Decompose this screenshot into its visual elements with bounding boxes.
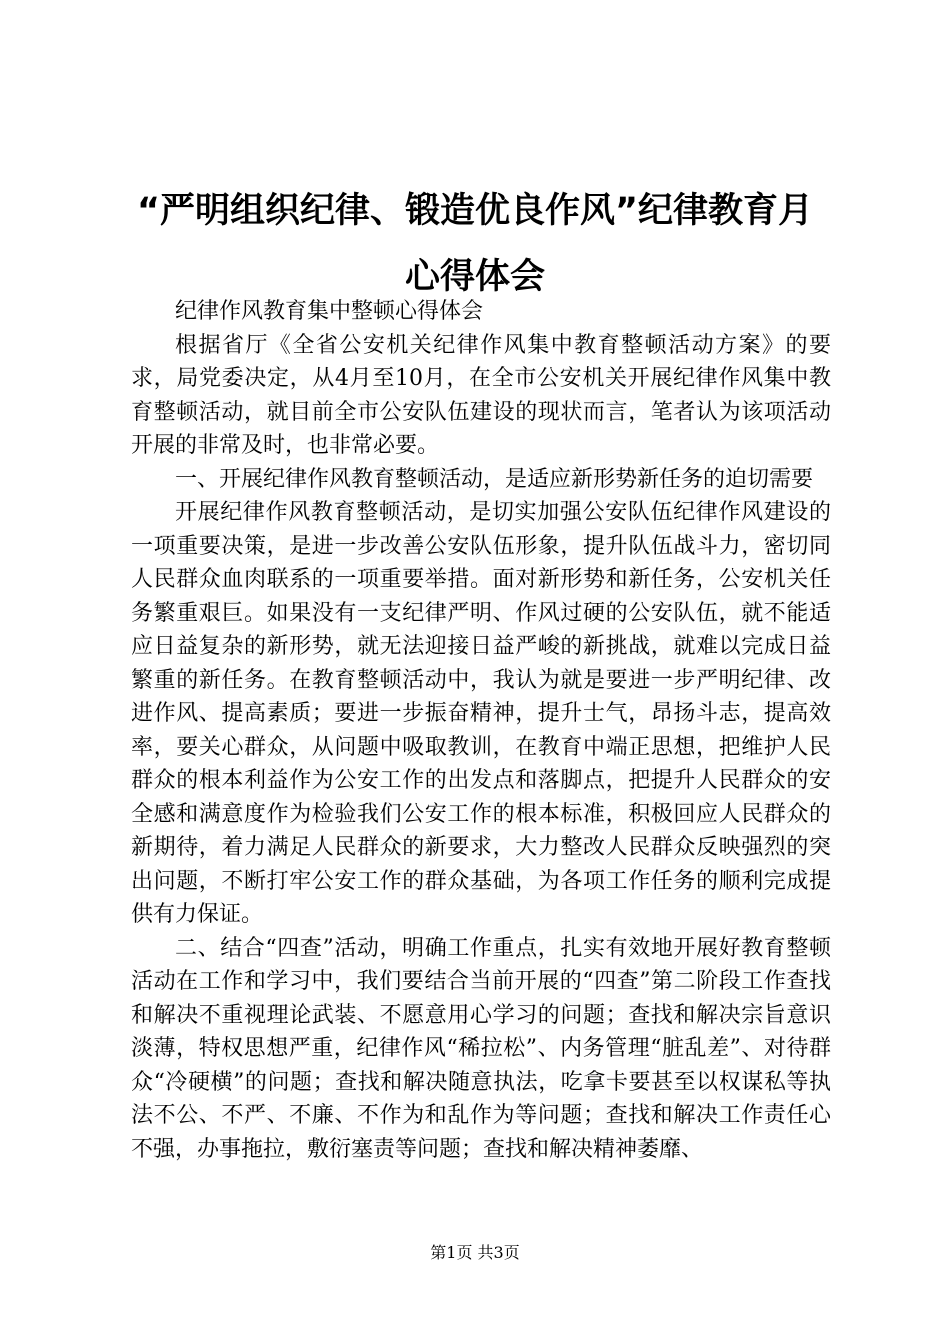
body-paragraph: 开展纪律作风教育整顿活动，是切实加强公安队伍纪律作风建设的一项重要决策，是进一步改善公安队伍形象，提升队伍战斗力，密切同人民群众血肉联系的一项重要举措。面对新形势和新任务，公安机关任务繁重艰巨。如果没有一支纪律严明、作风过硬的公安队伍，就不能适应日益复杂的新形势，就无法迎接日益严峻的新挑战，就难以完成日益繁重的新任务。在教育整顿活动中，我认为就是要进一步严明纪律、改进作风、提高素质；要进一步振奋精神，提升士气，昂扬斗志，提高效率，要关心群众，从问题中吸取教训，在教育中端正思想，把维护人民群众的根本利益作为公安工作的出发点和落脚点，把提升人民群众的安全感和满意度作为检验我们公安工作的根本标准，积极回应人民群众的新期待，着力满足人民群众的新要求，大力整改人民群众反映强烈的突出问题，不断打牢公安工作的群众基础，为各项工作任务的顺利完成提供有力保证。: [131, 500, 831, 927]
page-footer: 第1页 共3页: [430, 1243, 520, 1262]
intro-paragraph: 根据省厅《全省公安机关纪律作风集中教育整顿活动方案》的要求，局党委决定，从4月至10月，在全市公安机关开展纪律作风集中教育整顿活动，就目前全市公安队伍建设的现状而言，笔者认为该项活动开展的非常及时，也非常必要。: [131, 332, 831, 458]
document-title: “严明组织纪律、锻造优良作风”纪律教育月心得体会: [136, 191, 813, 297]
subtitle-paragraph: 纪律作风教育集中整顿心得体会: [175, 299, 484, 324]
document-body: [131, 295, 831, 1166]
section-heading-two: 二、结合“四查”活动，明确工作重点，扎实有效地开展好教育整顿活动在工作和学习中，我们要结合当前开展的“四查”第二阶段工作查找和解决不重视理论武装、不愿意用心学习的问题；查找和解决宗旨意识淡薄，特权思想严重，纪律作风“稀拉松”、内务管理“脏乱差”、对待群众“冷硬横”的问题；查找和解决随意执法，吃拿卡要甚至以权谋私等执法不公、不严、不廉、不作为和乱作为等问题；查找和解决工作责任心不强，办事拖拉，敷衍塞责等问题；查找和解决精神萎靡、: [131, 935, 831, 1162]
section-heading-one: 一、开展纪律作风教育整顿活动，是适应新形势新任务的迫切需要: [175, 466, 814, 492]
